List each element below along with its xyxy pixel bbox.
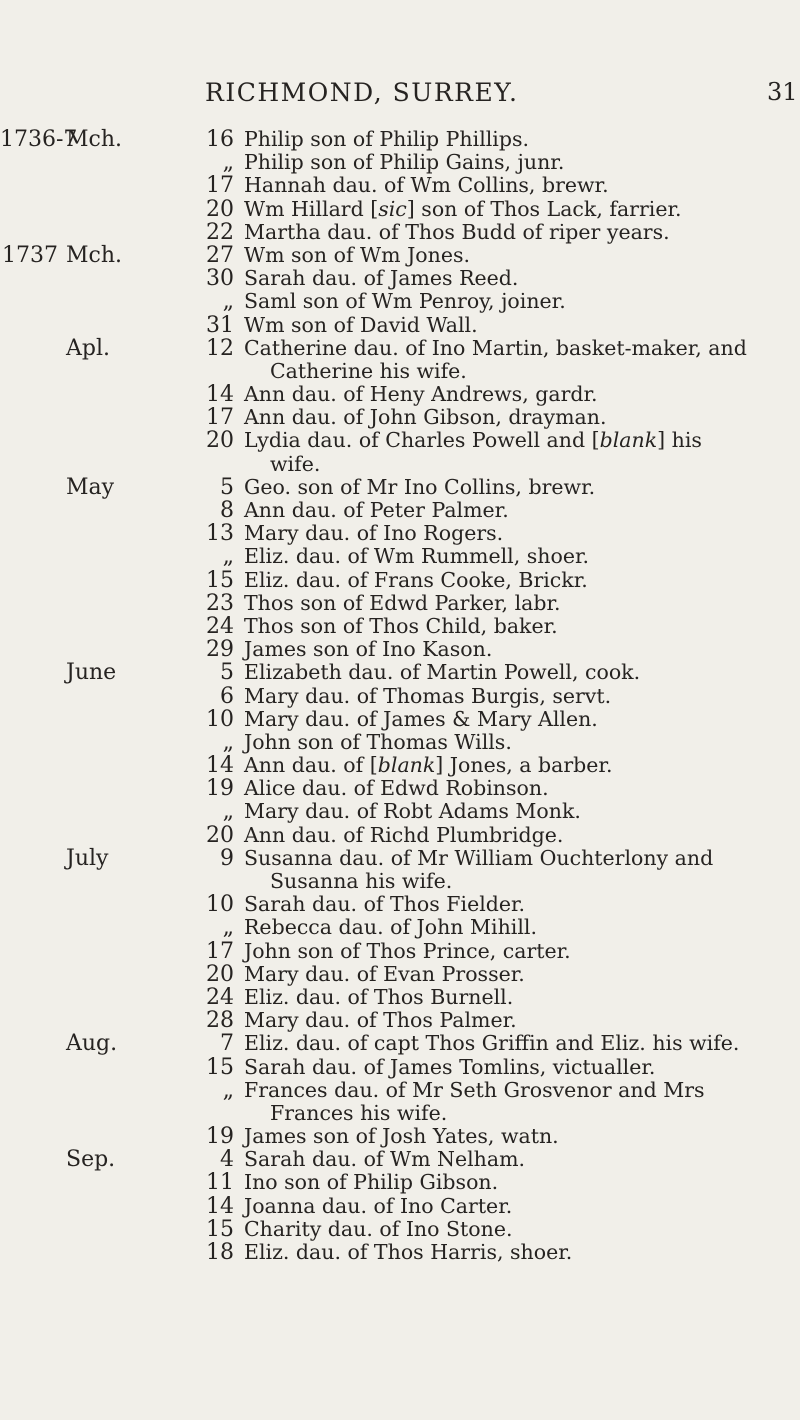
entry-day: 19 [206, 776, 234, 802]
entry-month: June [66, 660, 117, 686]
entry-day: 20 [206, 961, 234, 987]
register-entry [0, 893, 800, 916]
register-entry [0, 1032, 800, 1055]
entry-day: 27 [206, 242, 234, 268]
entry-text: James son of Josh Yates, watn. [244, 1124, 559, 1149]
entry-text: Ann dau. of Richd Plumbridge. [244, 822, 564, 847]
entry-day: 14 [206, 753, 234, 779]
register-entry [0, 1148, 800, 1171]
entry-text: Mary dau. of James & Mary Allen. [244, 706, 598, 731]
register-entry [0, 963, 800, 986]
entry-day: 20 [206, 428, 234, 454]
entry-text: John son of Thos Prince, carter. [244, 938, 571, 963]
register-entry [0, 638, 800, 661]
entry-text: Eliz. dau. of Thos Harris, shoer. [244, 1240, 573, 1264]
entry-text: Thos son of Edwd Parker, labr. [244, 590, 561, 615]
entry-day: 17 [206, 173, 234, 199]
entry-day: 31 [206, 312, 234, 338]
register-entry [0, 174, 800, 197]
entry-day: „ [222, 289, 234, 315]
entry-month: Sep. [66, 1147, 116, 1173]
entry-text: Lydia dau. of Charles Powell and [blank] his [244, 428, 702, 453]
entry-text: Mary dau. of Thos Palmer. [244, 1008, 517, 1033]
entry-text: Catherine his wife. [270, 358, 467, 383]
entry-day: 28 [206, 1008, 234, 1034]
entry-text: James son of Ino Kason. [244, 637, 493, 662]
entry-text: wife. [270, 451, 321, 476]
entry-text: Ann dau. of John Gibson, drayman. [244, 405, 607, 430]
entry-day: 15 [206, 567, 234, 593]
register-entry [0, 940, 800, 963]
entry-month: Mch. [66, 127, 123, 152]
entry-month: Aug. [66, 1031, 118, 1057]
register-entry [0, 847, 800, 870]
entry-day: 14 [206, 1193, 234, 1219]
entry-day: „ [222, 150, 234, 176]
register-entry [0, 429, 800, 452]
register-entry [0, 221, 800, 244]
entry-text: Susanna his wife. [270, 869, 453, 893]
entry-continuation [0, 870, 800, 893]
entry-day: „ [222, 544, 234, 570]
entry-text: Susanna dau. of Mr William Ouchterlony and [244, 845, 714, 870]
page-title: RICHMOND, SURREY. [205, 78, 519, 107]
register-entry [0, 1009, 800, 1032]
entry-day: 15 [206, 1054, 234, 1080]
register-entry [0, 290, 800, 313]
entry-day: 18 [206, 1240, 234, 1265]
entry-text: Sarah dau. of James Reed. [244, 266, 519, 291]
register-entry [0, 128, 800, 151]
entry-text: Hannah dau. of Wm Collins, brewr. [244, 173, 609, 198]
entry-day: „ [222, 915, 234, 941]
entry-text: Geo. son of Mr Ino Collins, brewr. [244, 474, 596, 499]
register-entry [0, 916, 800, 939]
entry-month: May [66, 474, 115, 500]
page-number: 31 [767, 78, 798, 106]
entry-day: 29 [206, 637, 234, 663]
entry-day: „ [222, 799, 234, 825]
register-entry [0, 1056, 800, 1079]
register-entry [0, 476, 800, 499]
entry-day: 5 [220, 660, 234, 686]
register-entry [0, 545, 800, 568]
register-entry [0, 337, 800, 360]
entry-text: Frances dau. of Mr Seth Grosvenor and Mrs [244, 1077, 705, 1102]
register-entry [0, 800, 800, 823]
entry-month: Apl. [66, 335, 110, 361]
entry-text: Sarah dau. of James Tomlins, victualler. [244, 1054, 656, 1079]
entry-text: Mary dau. of Ino Rogers. [244, 521, 504, 546]
register-entry [0, 615, 800, 638]
entry-text: Rebecca dau. of John Mihill. [244, 915, 537, 940]
entry-day: 24 [206, 613, 234, 639]
register-entry [0, 1171, 800, 1194]
entry-text: Martha dau. of Thos Budd of riper years. [244, 219, 670, 244]
entry-text: Wm son of David Wall. [244, 312, 478, 337]
entry-text: Charity dau. of Ino Stone. [244, 1216, 513, 1241]
entry-continuation [0, 1102, 800, 1125]
entry-year: 1737 [2, 242, 58, 268]
entry-day: 13 [206, 521, 234, 547]
register-entry [0, 314, 800, 337]
register-entry [0, 824, 800, 847]
register-entry [0, 198, 800, 221]
entry-day: 16 [206, 127, 234, 152]
entry-text: Mary dau. of Evan Prosser. [244, 961, 525, 986]
entry-day: 5 [220, 474, 234, 500]
entry-text: Eliz. dau. of Frans Cooke, Brickr. [244, 567, 588, 592]
entry-text: Mary dau. of Robt Adams Monk. [244, 799, 581, 824]
entry-day: 24 [206, 984, 234, 1010]
register-entry [0, 406, 800, 429]
register-entry [0, 569, 800, 592]
entry-text: Ann dau. of [blank] Jones, a barber. [244, 753, 613, 778]
entry-day: 15 [206, 1216, 234, 1242]
register-entry [0, 1079, 800, 1102]
entry-text: Saml son of Wm Penroy, joiner. [244, 289, 566, 314]
entry-day: 12 [206, 335, 234, 361]
entry-text: John son of Thomas Wills. [244, 729, 512, 754]
entry-text: Eliz. dau. of Thos Burnell. [244, 984, 514, 1009]
entry-text: Philip son of Philip Gains, junr. [244, 150, 565, 175]
register-entry [0, 708, 800, 731]
entry-text: Eliz. dau. of Wm Rummell, shoer. [244, 544, 590, 569]
register-entry [0, 1218, 800, 1241]
entry-text: Sarah dau. of Thos Fielder. [244, 892, 526, 917]
entry-day: 10 [206, 706, 234, 732]
entry-text: Wm Hillard [sic] son of Thos Lack, farrier. [244, 196, 682, 221]
register-entry [0, 777, 800, 800]
register-entry [0, 592, 800, 615]
register-entry [0, 383, 800, 406]
entry-text: Philip son of Philip Phillips. [244, 127, 530, 151]
register-entry [0, 754, 800, 777]
entry-day: 14 [206, 382, 234, 408]
entry-day: 11 [206, 1170, 234, 1196]
entry-text: Eliz. dau. of capt Thos Griffin and Eliz. his wife. [244, 1031, 740, 1056]
entry-text: Thos son of Thos Child, baker. [244, 613, 558, 638]
entry-day: 9 [220, 845, 234, 871]
entry-day: „ [222, 729, 234, 755]
entry-day: 30 [206, 266, 234, 292]
entry-text: Elizabeth dau. of Martin Powell, cook. [244, 660, 641, 685]
entry-day: 17 [206, 405, 234, 431]
entry-day: 23 [206, 590, 234, 616]
register-entry [0, 986, 800, 1009]
entry-month: Mch. [66, 242, 123, 268]
entry-continuation [0, 453, 800, 476]
entry-day: 6 [220, 683, 234, 709]
register-entry [0, 499, 800, 522]
entry-day: 7 [220, 1031, 234, 1057]
entry-day: 20 [206, 822, 234, 848]
entry-month: July [66, 845, 109, 871]
entry-text: Ann dau. of Peter Palmer. [244, 498, 509, 522]
entry-text: Mary dau. of Thomas Burgis, servt. [244, 683, 612, 708]
entry-text: Alice dau. of Edwd Robinson. [244, 776, 549, 801]
entry-day: 22 [206, 219, 234, 245]
page-header [0, 78, 800, 114]
entry-text: Sarah dau. of Wm Nelham. [244, 1147, 526, 1172]
entry-year: 1736-7 [0, 127, 78, 152]
entry-day: 17 [206, 938, 234, 964]
register-entry [0, 661, 800, 684]
register-entry [0, 151, 800, 174]
entry-day: 20 [206, 196, 234, 222]
entry-text: Joanna dau. of Ino Carter. [244, 1193, 513, 1218]
register-entry [0, 1241, 800, 1264]
register-entries [0, 128, 800, 1264]
register-entry [0, 1195, 800, 1218]
entry-continuation [0, 360, 800, 383]
register-entry [0, 731, 800, 754]
entry-text: Ino son of Philip Gibson. [244, 1170, 499, 1195]
register-entry [0, 522, 800, 545]
register-entry [0, 685, 800, 708]
entry-day: 4 [220, 1147, 234, 1173]
entry-text: Catherine dau. of Ino Martin, basket-maker, and [244, 335, 747, 360]
register-entry [0, 267, 800, 290]
entry-day: „ [222, 1077, 234, 1103]
entry-day: 8 [220, 498, 234, 523]
entry-text: Ann dau. of Heny Andrews, gardr. [244, 382, 598, 407]
entry-day: 19 [206, 1124, 234, 1150]
entry-text: Frances his wife. [270, 1100, 448, 1125]
register-entry [0, 244, 800, 267]
register-entry [0, 1125, 800, 1148]
entry-day: 10 [206, 892, 234, 918]
entry-text: Wm son of Wm Jones. [244, 242, 471, 267]
